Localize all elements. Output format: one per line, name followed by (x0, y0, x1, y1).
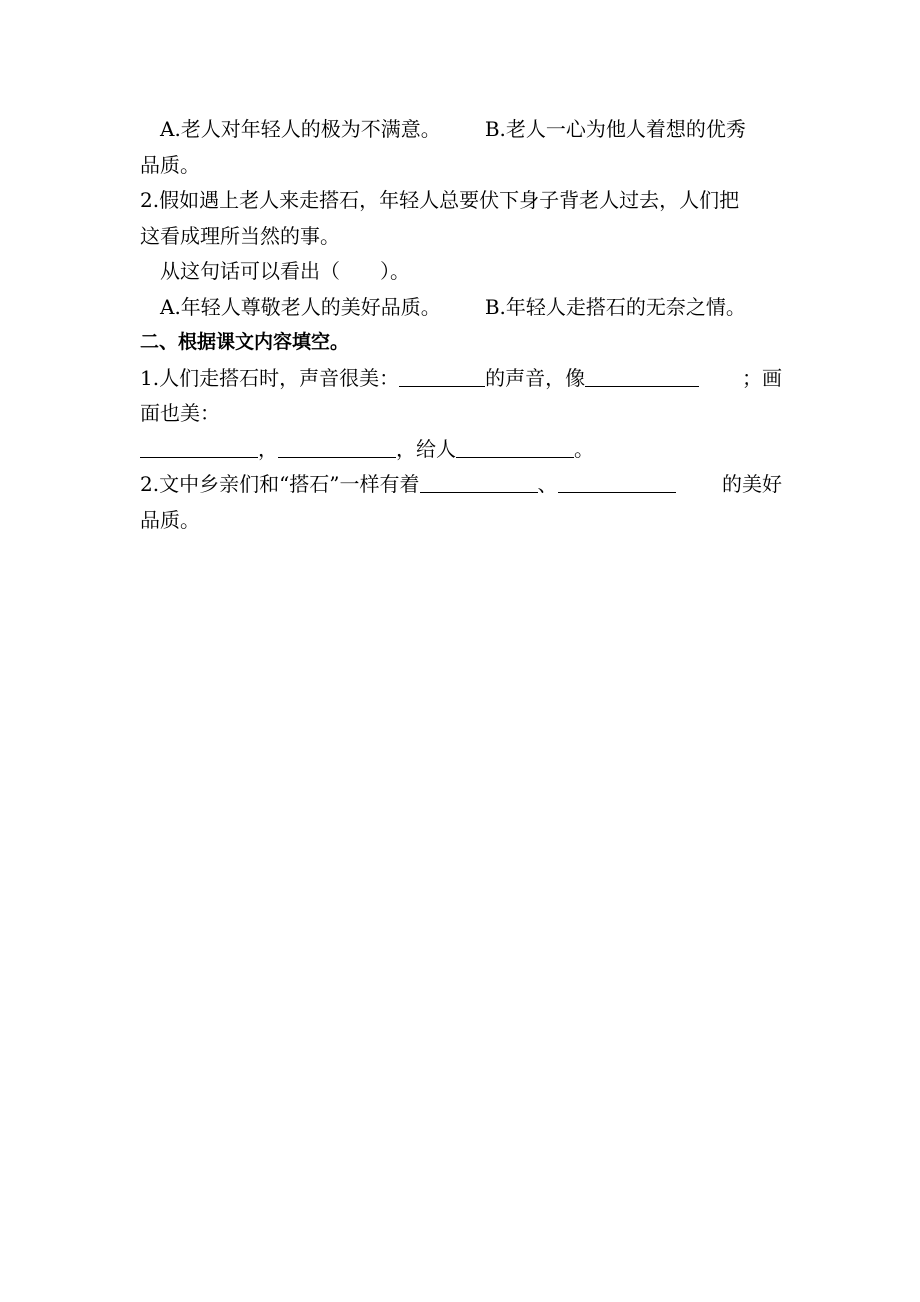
q2-option-a: A.年轻人尊敬老人的美好品质。 (160, 294, 441, 319)
s2-item1-line2: 面也美： (140, 401, 220, 425)
s2-item1-comma1: ， (258, 436, 278, 461)
s2-item2-blank-quality1[interactable] (420, 468, 538, 493)
s2-item1-blank-like[interactable] (585, 362, 699, 387)
worksheet-page (140, 112, 782, 538)
s2-item2-blank-quality2[interactable] (558, 468, 676, 493)
s2-item2-part2: 的美好 (722, 472, 782, 496)
q1-option-b-continuation: 品质。 (140, 152, 200, 177)
s2-item1-part3: ；画 (742, 365, 782, 390)
s2-item2-line1 (140, 467, 782, 503)
s2-item2-sep: 、 (537, 472, 558, 496)
section2-heading: 二、根据课文内容填空。 (140, 331, 350, 353)
q2-text-line1: 2.假如遇上老人来走搭石，年轻人总要伏下身子背老人过去，人们把 (140, 188, 740, 212)
s2-item1-line1 (140, 361, 782, 397)
s2-item1-end: 。 (574, 436, 594, 461)
s2-item1-part2: 的声音，像 (485, 365, 586, 390)
s2-item1-blank-scene2[interactable] (278, 433, 396, 458)
s2-item1-blank-sound[interactable] (399, 362, 485, 387)
q1-option-a: A.老人对年轻人的极为不满意。 (160, 117, 441, 141)
q2-options-row (140, 290, 782, 326)
q1-option-b: B.老人一心为他人着想的优秀 (484, 117, 746, 141)
s2-item1-comma2: ，给人 (396, 436, 456, 461)
s2-item2-line2: 品质。 (140, 507, 200, 532)
q2-text-line2: 这看成理所当然的事。 (140, 223, 340, 248)
q2-option-b: B.年轻人走搭石的无奈之情。 (484, 294, 746, 319)
q2-prompt-start: 从这句话可以看出（ (160, 259, 340, 283)
s2-item1-line3 (140, 432, 782, 468)
q2-prompt-end: ）。 (380, 259, 410, 283)
s2-item1-blank-scene1[interactable] (140, 433, 258, 458)
s2-item1-part1: 1.人们走搭石时，声音很美： (140, 365, 400, 390)
q2-prompt (140, 254, 782, 290)
s2-item1-blank-feeling[interactable] (456, 433, 574, 458)
q1-options-row (140, 112, 782, 148)
s2-item2-part1: 2.文中乡亲们和“搭石”一样有着 (140, 472, 420, 496)
